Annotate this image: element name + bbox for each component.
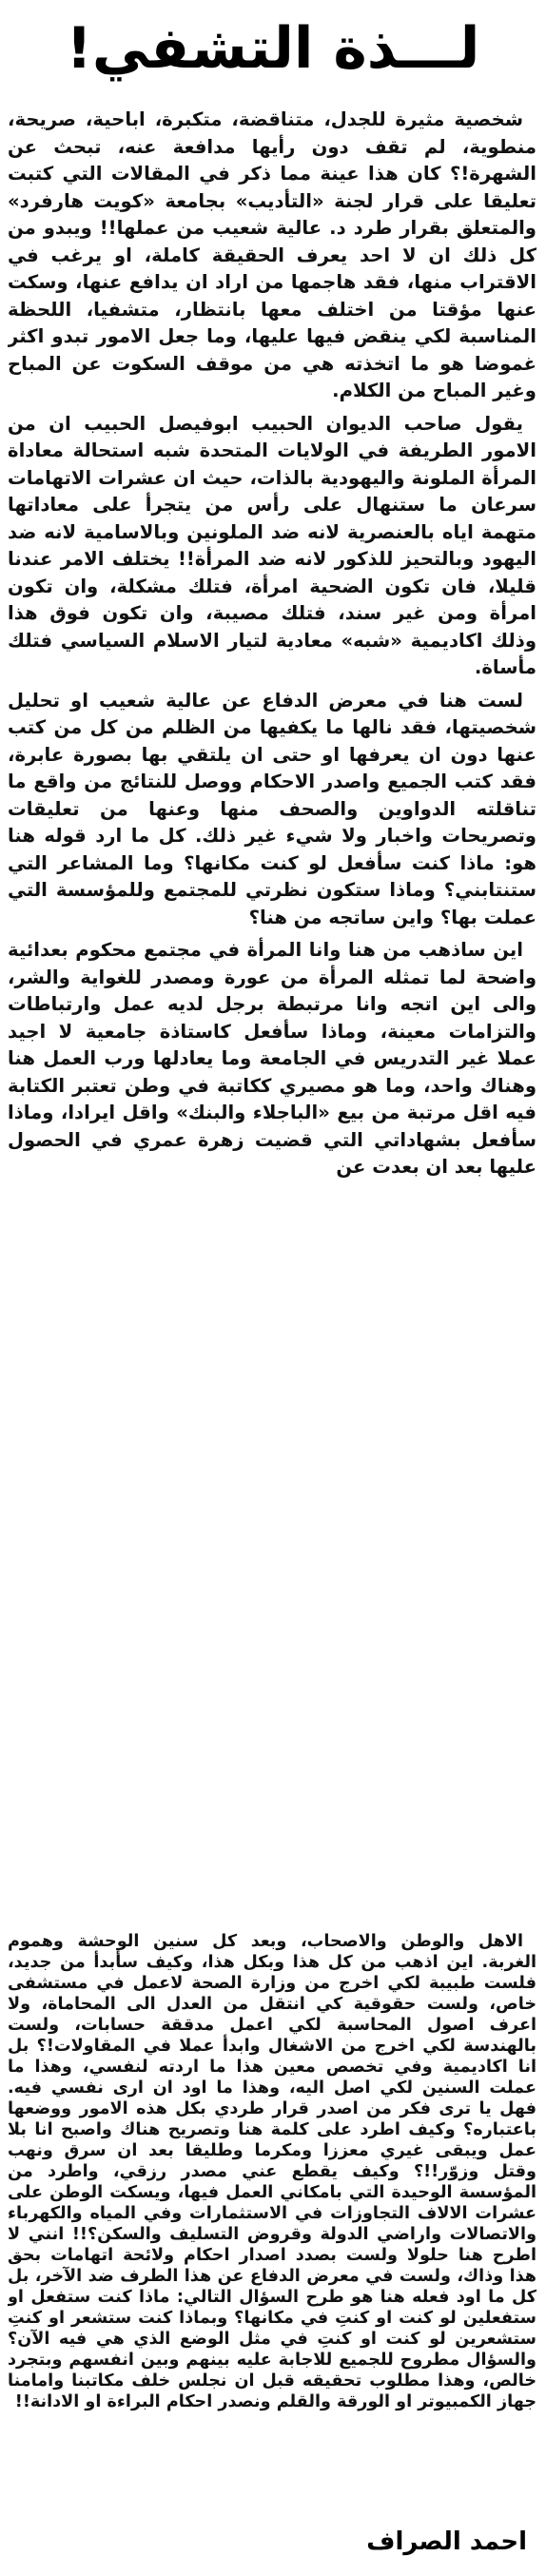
paragraph: اين ساذهب من هنا وانا المرأة في مجتمع محكوم بعدائية واضحة لما تمثله المرأة من عورة ومصدر للغواية والشر، والى اين اتجه وانا مرتبطة برجل لديه عمل وارتباطات والتزامات معينة، وماذا سأفعل كاستاذة جامعية لا اجيد عملا غير التدريس في الجامعة وما يعادلها ورب العمل هنا وهناك واحد، وما هو مصيري ككاتبة في وطن تعتبر الكتابة فيه اقل مرتبة من بيع «الباجلاء والبنك» واقل ايرادا، وماذا سأفعل بشهاداتي التي قضيت زهرة عمري في الحصول عليها بعد ان بعدت عن: [8, 939, 536, 1178]
paragraph: يقول صاحب الديوان الحبيب ابوفيصل الحبيب ان من الامور الطريفة في الولايات المتحدة شبه استحالة معاداة المرأة الملونة واليهودية بالذات، حيث ان عشرات الاتهامات سرعان ما ستنهال على رأس من يتجرأ على معاداتها متهمة اياه بالعنصرية لانه ضد الملونين وبالاسامية لانه ضد اليهود وبالتحيز للذكور لانه ضد المرأة!! يختلف الامر عندنا قليلا، فان تكون الضحية امرأة، فتلك مشكلة، وان تكون امرأة ومن غير سند، فتلك مصيبة، وان تكون فوق هذا وذلك اكاديمية «شبه» معادية لتيار الاسلام السياسي فتلك مأساة.: [8, 412, 536, 678]
article-headline: لـــذة التشفي!: [66, 15, 480, 82]
paragraph: الاهل والوطن والاصحاب، وبعد كل سنين الوحشة وهموم الغربة. اين اذهب من كل هذا وبكل هذا، وكيف سأبدأ من جديد، فلست طبيبة لكي اخرج من وزارة الصحة لاعمل في مستشفى خاص، ولست حقوقية كي انتقل من العدل الى المحاماة، ولا اعرف اصول المحاسبة لكي اعمل مدققة حسابات، ولست بالهندسة لكي اخرج من الاشغال وابدأ عملا في المقاولات!؟ بل انا اكاديمية وفي تخصص معين هذا ما اردته لنفسي، وهذا ما عملت السنين لكي اصل اليه، وهذا ما اود ان ارى نفسي فيه. فهل يا ترى فكر من اصدر قرار طردي بكل هذه الامور ووضعها باعتباره؟ وكيف اطرد على كلمة هنا وتصريح هناك واصبح انا بلا عمل ويبقى غيري معززا ومكرما وطليقا بعد ان سرق ونهب وقتل وزوّر!!؟ وكيف يقطع عني مصدر رزقي، واطرد من المؤسسة الوحيدة التي بامكاني العمل فيها، ويسكت الوطن على عشرات الالاف التجاوزات في الاستثمارات وفي المياه والكهرباء والاتصالات واراضي الدولة وقروض التسليف والسكن؟!! انني لا اطرح هنا حلولا ولست بصدد اصدار احكام ولائحة اتهامات بحق هذا وذاك، ولست في معرض الدفاع عن هذا الطرف ضد الآخر، بل كل ما اود فعله هنا هو طرح السؤال التالي: ماذا كنت ستفعل او ستفعلين لو كنت او كنتِ في مكانها؟ وبماذا كنت ستشعر او كنتِ ستشعرين لو كنت او كنتِ في مثل الوضع الذي هي فيه الآن؟ والسؤال مطروح للجميع للاجابة عليه بينهم وبين انفسهم وبتجرد خالص، وهذا مطلوب تحقيقه قبل ان نجلس خلف مكاتبنا وامامنا جهاز الكمبيوتر او الورقة والقلم ونصدر احكام البراءة او الادانة!!: [8, 1932, 536, 2411]
paragraph: لست هنا في معرض الدفاع عن عالية شعيب او تحليل شخصيتها، فقد نالها ما يكفيها من الظلم من كل من كتب عنها دون ان يعرفها او حتى ان يلتقي بها بصورة عابرة، فقد كتب الجميع واصدر الاحكام ووصل للنتائج من واقع ما تناقلته الدواوين والصحف منها وعنها من تعليقات وتصريحات واخبار ولا شيء غير ذلك. كل ما ارد قوله هنا هو: ماذا كنت سأفعل لو كنت مكانها؟ وما المشاعر التي ستنتابني؟ وماذا ستكون نظرتي للمجتمع وللمؤسسة التي عملت بها؟ واين ساتجه من هنا؟: [8, 689, 536, 928]
article-column-lower: [8, 1931, 536, 2502]
article-column-upper: [8, 107, 536, 1904]
paragraph: شخصية مثيرة للجدل، متناقضة، متكبرة، اباحية، صريحة، منطوية، لم تقف دون رأيها مدافعة عنه، تبحث عن الشهرة!؟ كان هذا عينة مما ذكر في المقالات التي كتبت تعليقا على قرار لجنة «التأديب» بجامعة «كويت هارفرد» والمتعلق بقرار طرد د. عالية شعيب من عملها!! ويبدو من كل ذلك ان لا احد يعرف الحقيقة كاملة، او يرغب في الاقتراب منها، فقد هاجمها من اراد ان يدافع عنها، وسكت عنها مؤقتا من اختلف معها بانتظار، متشفيا، اللحظة المناسبة لكي ينقض فيها عليها، وما جعل الامور تبدو اكثر غموضا هو ما اتخذته هي من موقف السكوت عن المباح وغير المباح من الكلام.: [8, 108, 536, 401]
author-signature: احمد الصراف: [366, 2527, 527, 2556]
